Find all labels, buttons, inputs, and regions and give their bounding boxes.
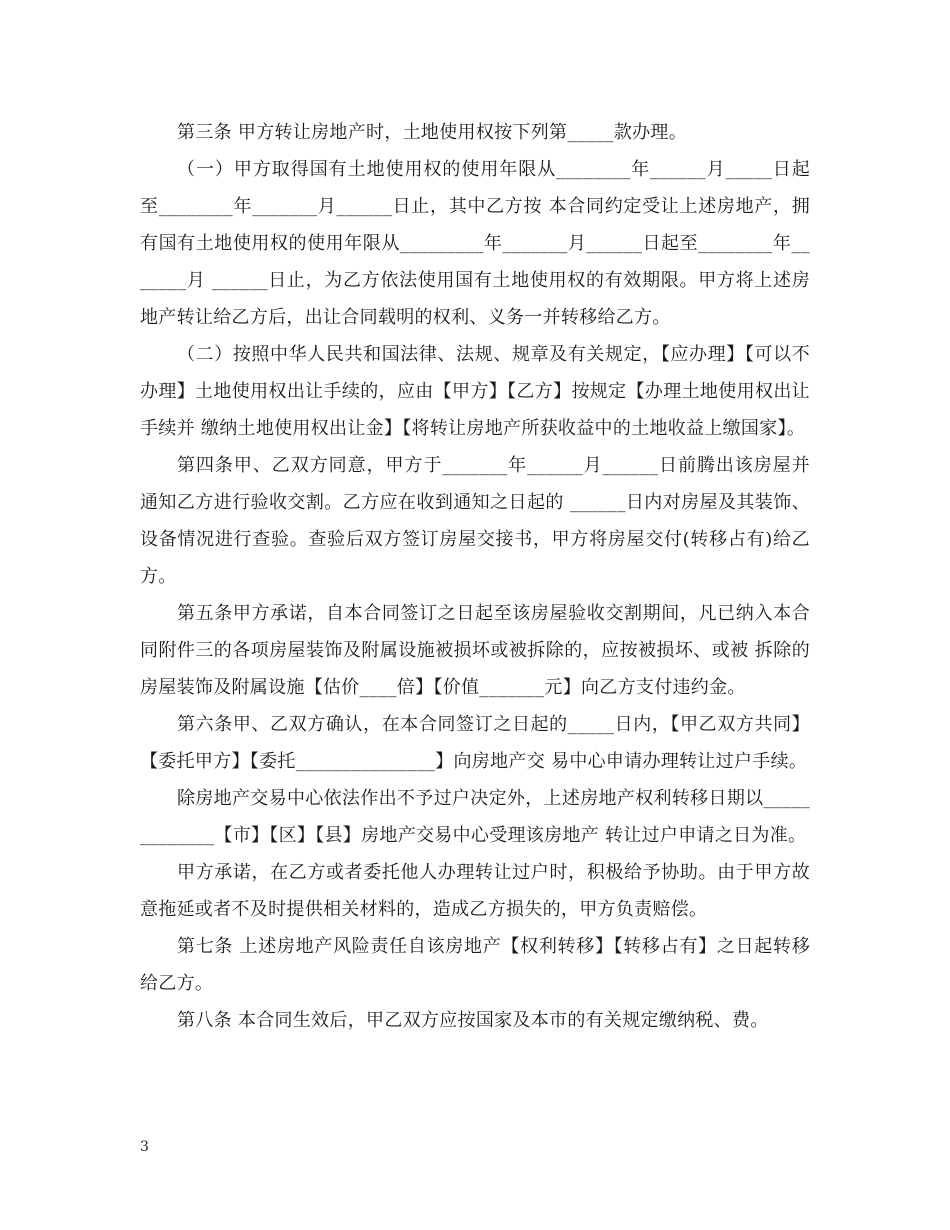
article-3-clause-1-paragraph: （一）甲方取得国有土地使用权的使用年限从________年______月_____日起至________年_______月______日止，其中乙方按 本合同约定受让上述房地产，拥有国有土地使用权的使用年限从_________年_______月______日起至________年_______月 ______日止，为乙方依法使用国有土地使用权的有效期限。甲方将上述房地产转让给乙方后，出让合同载明的权利、义务一并转移给乙方。	[140, 159, 810, 328]
article-3-paragraph: 第三条 甲方转让房地产时，土地使用权按下列第_____款办理。	[177, 122, 688, 143]
page-number: 3	[140, 1139, 149, 1155]
party-a-commitment-paragraph: 甲方承诺，在乙方或者委托他人办理转让过户时，积极给予协助。由于甲方故意拖延或者不及时提供相关材料的，造成乙方损失的，甲方负责赔偿。	[140, 862, 810, 920]
article-5-paragraph: 第五条甲方承诺，自本合同签订之日起至该房屋验收交割期间，凡已纳入本合同附件三的各项房屋装饰及附属设施被损坏或被拆除的，应按被损坏、或被 拆除的房屋装饰及附属设施【估价____倍】【价值_______元】向乙方支付违约金。	[140, 603, 810, 698]
article-7-paragraph: 第七条 上述房地产风险责任自该房地产【权利转移】【转移占有】之日起转移给乙方。	[140, 936, 810, 994]
article-3-clause-2-paragraph: （二）按照中华人民共和国法律、法规、规章及有关规定，【应办理】【可以不办理】土地使用权出让手续的，应由【甲方】【乙方】按规定【办理土地使用权出让手续并 缴纳土地使用权出让金】【将转让房地产所获收益中的土地收益上缴国家】。	[140, 344, 810, 439]
document-body	[140, 114, 810, 1039]
transfer-date-paragraph: 除房地产交易中心依法作出不予过户决定外，上述房地产权利转移日期以_____________【市】【区】【县】房地产交易中心受理该房地产 转让过户申请之日为准。	[140, 788, 810, 846]
article-6-paragraph: 第六条甲、乙双方确认，在本合同签订之日起的_____日内，【甲乙双方共同】【委托甲方】【委托_______________】向房地产交 易中心申请办理转让过户手续。	[140, 714, 810, 772]
article-8-paragraph: 第八条 本合同生效后，甲乙双方应按国家及本市的有关规定缴纳税、费。	[177, 1010, 769, 1031]
article-4-paragraph: 第四条甲、乙双方同意，甲方于_______年______月______日前腾出该房屋并通知乙方进行验收交割。乙方应在收到通知之日起的 ______日内对房屋及其装饰、设备情况进行查验。查验后双方签订房屋交接书，甲方将房屋交付(转移占有)给乙方。	[140, 455, 810, 587]
